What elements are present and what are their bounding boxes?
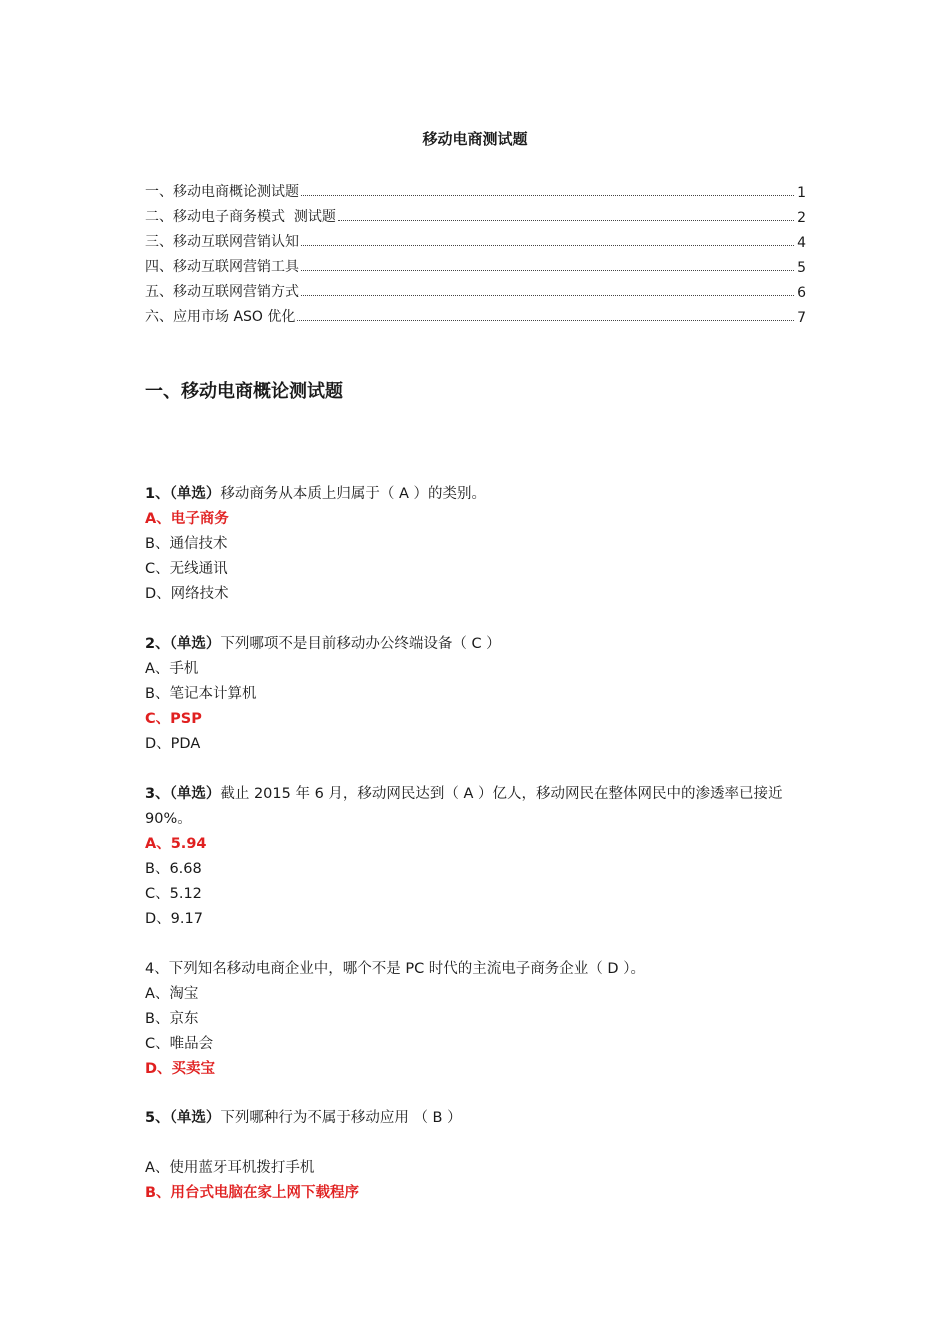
toc-entry-label: 二、移动电子商务模式 测试题 (145, 209, 336, 225)
question-number: 1、 (145, 486, 170, 502)
question-stem (145, 632, 807, 657)
toc-entry-label: 六、应用市场 ASO 优化 (145, 309, 296, 325)
option: D、9.17 (145, 911, 203, 927)
question-text: 下列哪种行为不属于移动应用 （ B ） (220, 1110, 462, 1126)
question-number: 5、 (145, 1110, 170, 1126)
option: B、京东 (145, 1011, 199, 1027)
question-stem (145, 957, 807, 982)
correct-option: B、用台式电脑在家上网下载程序 (145, 1185, 360, 1201)
option: D、网络技术 (145, 586, 229, 602)
question-stem (145, 482, 807, 507)
document-title: 移动电商测试题 (422, 130, 528, 148)
toc-leader-dots (301, 269, 794, 271)
option: A、使用蓝牙耳机拨打手机 (145, 1160, 315, 1176)
question-text: 4、下列知名移动电商企业中，哪个不是 PC 时代的主流电子商务企业（ D ）。 (145, 961, 645, 977)
question-block (145, 482, 807, 607)
question-stem (145, 1106, 807, 1131)
toc-entry-page: 1 (797, 185, 806, 201)
option: B、笔记本计算机 (145, 686, 257, 702)
question-text: 下列哪项不是目前移动办公终端设备（ C ） (220, 636, 501, 652)
question-number: 2、 (145, 636, 170, 652)
option: C、唯品会 (145, 1036, 214, 1052)
toc-entry-page: 7 (797, 310, 806, 326)
toc-leader-dots (297, 319, 794, 321)
question-number: 3、 (145, 786, 170, 802)
toc-entry-label: 五、移动互联网营销方式 (145, 284, 299, 300)
toc-entry[interactable] (145, 226, 806, 251)
table-of-contents (145, 176, 806, 326)
toc-entry[interactable] (145, 176, 806, 201)
section-heading: 一、移动电商概论测试题 (145, 381, 343, 402)
blank-line (145, 1131, 807, 1156)
question-type-tag: （单选） (169, 636, 221, 652)
question-block (145, 1106, 807, 1206)
question-type-tag: （单选） (169, 486, 221, 502)
toc-entry-label: 一、移动电商概论测试题 (145, 184, 299, 200)
question-text: 移动商务从本质上归属于（ A ）的类别。 (220, 486, 486, 502)
toc-entry-page: 6 (797, 285, 806, 301)
question-stem (145, 782, 807, 832)
option: B、6.68 (145, 861, 202, 877)
question-type-tag: （单选） (169, 786, 221, 802)
option: D、PDA (145, 736, 201, 752)
option: B、通信技术 (145, 536, 228, 552)
question-text: 截止 2015 年 6 月，移动网民达到（ A ）亿人，移动网民在整体网民中的渗透率已接近 90%。 (145, 786, 783, 827)
option: C、5.12 (145, 886, 202, 902)
toc-entry[interactable] (145, 301, 806, 326)
correct-option: A、电子商务 (145, 511, 229, 527)
correct-option: D、买卖宝 (145, 1061, 216, 1077)
toc-entry-label: 三、移动互联网营销认知 (145, 234, 299, 250)
question-type-tag: （单选） (169, 1110, 221, 1126)
toc-entry-page: 5 (797, 260, 806, 276)
toc-entry[interactable] (145, 201, 806, 226)
toc-entry-label: 四、移动互联网营销工具 (145, 259, 299, 275)
option: C、无线通讯 (145, 561, 228, 577)
correct-option: A、5.94 (145, 836, 207, 852)
toc-leader-dots (338, 219, 794, 221)
question-block (145, 782, 807, 932)
toc-leader-dots (301, 194, 794, 196)
option: A、手机 (145, 661, 199, 677)
toc-entry[interactable] (145, 251, 806, 276)
toc-entry[interactable] (145, 276, 806, 301)
option: A、淘宝 (145, 986, 199, 1002)
question-block (145, 632, 807, 757)
toc-entry-page: 4 (797, 235, 806, 251)
toc-entry-page: 2 (797, 210, 806, 226)
toc-leader-dots (301, 244, 794, 246)
question-block (145, 957, 807, 1082)
toc-leader-dots (301, 294, 794, 296)
correct-option: C、PSP (145, 711, 202, 727)
